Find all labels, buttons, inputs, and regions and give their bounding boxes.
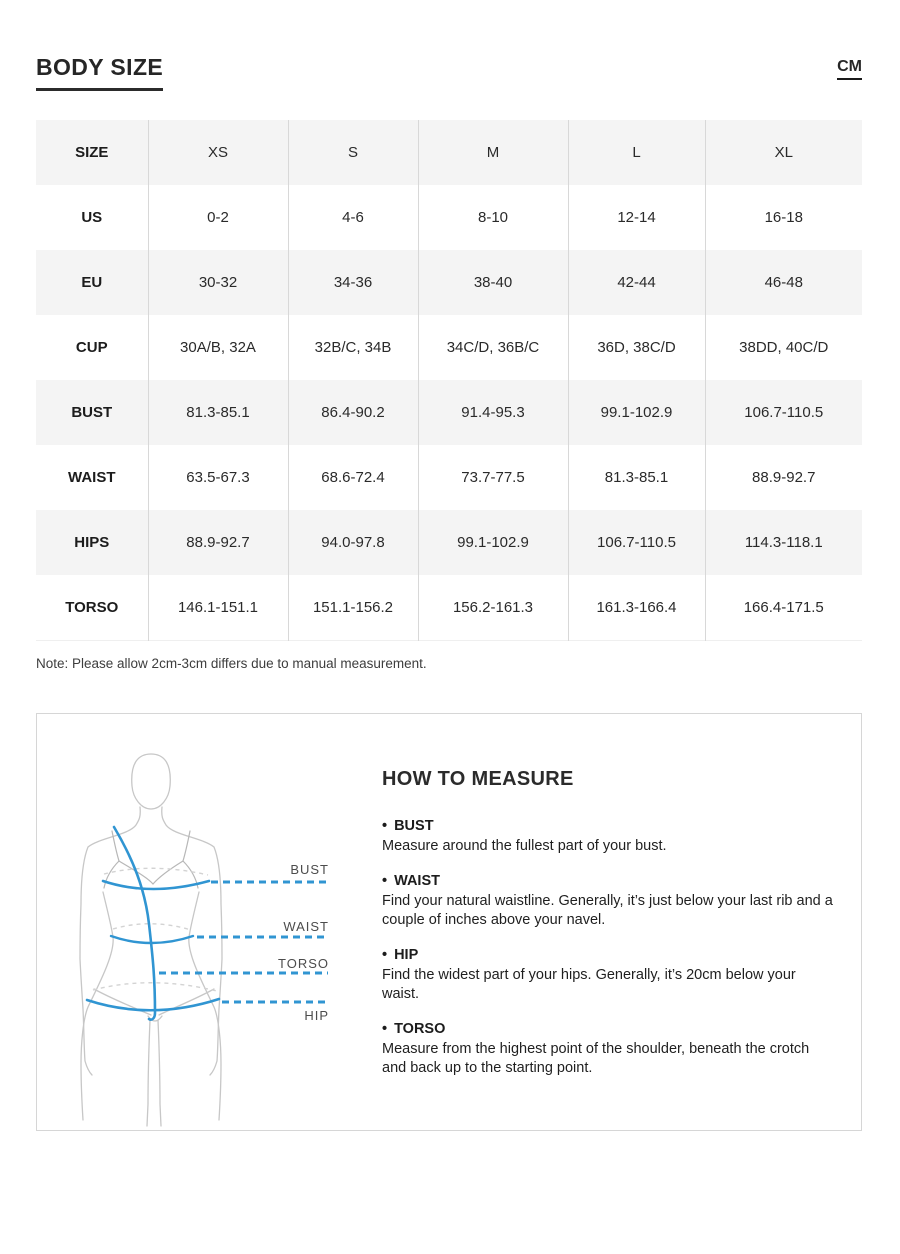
value-cell: 38-40 bbox=[418, 250, 568, 315]
value-cell: 42-44 bbox=[568, 250, 705, 315]
table-row bbox=[36, 380, 862, 445]
table-row bbox=[36, 575, 862, 640]
value-cell: 36D, 38C/D bbox=[568, 315, 705, 380]
measure-item-label bbox=[382, 1021, 842, 1037]
value-cell: 151.1-156.2 bbox=[288, 575, 418, 640]
page-header bbox=[36, 54, 862, 91]
value-cell: 12-14 bbox=[568, 185, 705, 250]
value-cell: 106.7-110.5 bbox=[705, 380, 862, 445]
figure-label-hip: HIP bbox=[304, 1007, 329, 1023]
measure-item bbox=[382, 1021, 842, 1078]
value-cell: 114.3-118.1 bbox=[705, 510, 862, 575]
body-figure bbox=[37, 714, 382, 1130]
measure-item-text: Measure from the highest point of the shoulder, beneath the crotch and back up to the starting point. bbox=[382, 1040, 810, 1076]
header-cell: M bbox=[418, 120, 568, 185]
value-cell: 0-2 bbox=[148, 185, 288, 250]
value-cell: 4-6 bbox=[288, 185, 418, 250]
measure-item bbox=[382, 873, 842, 930]
measure-item-label-text: WAIST bbox=[394, 872, 440, 889]
header-cell: XL bbox=[705, 120, 862, 185]
table-row bbox=[36, 445, 862, 510]
value-cell: 38DD, 40C/D bbox=[705, 315, 862, 380]
value-cell: 34C/D, 36B/C bbox=[418, 315, 568, 380]
value-cell: 161.3-166.4 bbox=[568, 575, 705, 640]
value-cell: 86.4-90.2 bbox=[288, 380, 418, 445]
bullet-icon: • bbox=[382, 1020, 388, 1037]
value-cell: 88.9-92.7 bbox=[148, 510, 288, 575]
measure-item-text: Measure around the fullest part of your bust. bbox=[382, 837, 667, 854]
measure-item bbox=[382, 818, 842, 856]
value-cell: 63.5-67.3 bbox=[148, 445, 288, 510]
bullet-icon: • bbox=[382, 946, 388, 963]
header-cell: S bbox=[288, 120, 418, 185]
row-label-cell: HIPS bbox=[74, 534, 110, 551]
value-cell: 91.4-95.3 bbox=[418, 380, 568, 445]
measure-item-label bbox=[382, 818, 842, 834]
value-cell: 106.7-110.5 bbox=[568, 510, 705, 575]
unit-toggle-cm[interactable]: CM bbox=[837, 58, 862, 80]
value-cell: 8-10 bbox=[418, 185, 568, 250]
table-row bbox=[36, 315, 862, 380]
value-cell: 81.3-85.1 bbox=[148, 380, 288, 445]
header-cell: L bbox=[568, 120, 705, 185]
value-cell: 30A/B, 32A bbox=[148, 315, 288, 380]
header-cell: XS bbox=[148, 120, 288, 185]
table-row bbox=[36, 250, 862, 315]
value-cell: 81.3-85.1 bbox=[568, 445, 705, 510]
bullet-icon: • bbox=[382, 872, 388, 889]
size-chart-page bbox=[36, 54, 862, 1131]
row-label-cell: TORSO bbox=[65, 598, 119, 616]
value-cell: 16-18 bbox=[705, 185, 862, 250]
value-cell: 34-36 bbox=[288, 250, 418, 315]
measure-item-text: Find your natural waistline. Generally, it’s just below your last rib and a couple of inches above your navel. bbox=[382, 892, 833, 928]
value-cell: 88.9-92.7 bbox=[705, 445, 862, 510]
value-cell: 99.1-102.9 bbox=[418, 510, 568, 575]
table-header-row bbox=[36, 120, 862, 185]
figure-label-waist: WAIST bbox=[283, 918, 329, 934]
figure-label-torso: TORSO bbox=[278, 955, 329, 971]
table-row bbox=[36, 510, 862, 575]
how-to-measure-title: HOW TO MEASURE bbox=[382, 767, 574, 790]
figure-label-bust: BUST bbox=[290, 861, 329, 877]
value-cell: 32B/C, 34B bbox=[288, 315, 418, 380]
measure-item-label-text: BUST bbox=[394, 817, 434, 834]
value-cell: 146.1-151.1 bbox=[148, 575, 288, 640]
value-cell: 73.7-77.5 bbox=[418, 445, 568, 510]
value-cell: 68.6-72.4 bbox=[288, 445, 418, 510]
measure-item-label bbox=[382, 947, 842, 963]
row-label-cell: WAIST bbox=[68, 469, 116, 486]
header-size-cell: SIZE bbox=[75, 144, 109, 161]
value-cell: 46-48 bbox=[705, 250, 862, 315]
measure-item-text: Find the widest part of your hips. Generally, it’s 20cm below your waist. bbox=[382, 966, 796, 1002]
measure-item bbox=[382, 947, 842, 1004]
measure-item-label-text: TORSO bbox=[394, 1020, 446, 1037]
value-cell: 30-32 bbox=[148, 250, 288, 315]
value-cell: 99.1-102.9 bbox=[568, 380, 705, 445]
row-label-cell: US bbox=[81, 209, 103, 226]
measure-items bbox=[382, 818, 842, 1078]
row-label-cell: BUST bbox=[71, 404, 113, 421]
measure-instructions bbox=[382, 714, 842, 1130]
value-cell: 166.4-171.5 bbox=[705, 575, 862, 640]
value-cell: 156.2-161.3 bbox=[418, 575, 568, 640]
measure-item-label bbox=[382, 873, 842, 889]
row-label-cell: EU bbox=[81, 274, 103, 291]
measurement-note: Note: Please allow 2cm-3cm differs due to manual measurement. bbox=[36, 655, 427, 671]
how-to-measure-section bbox=[36, 713, 862, 1131]
value-cell: 94.0-97.8 bbox=[288, 510, 418, 575]
row-label-cell: CUP bbox=[75, 339, 108, 356]
table-body bbox=[36, 185, 862, 640]
table-row bbox=[36, 185, 862, 250]
body-size-table bbox=[36, 120, 862, 641]
measure-item-label-text: HIP bbox=[394, 946, 419, 963]
bullet-icon: • bbox=[382, 817, 388, 834]
page-title: BODY SIZE bbox=[36, 54, 163, 91]
